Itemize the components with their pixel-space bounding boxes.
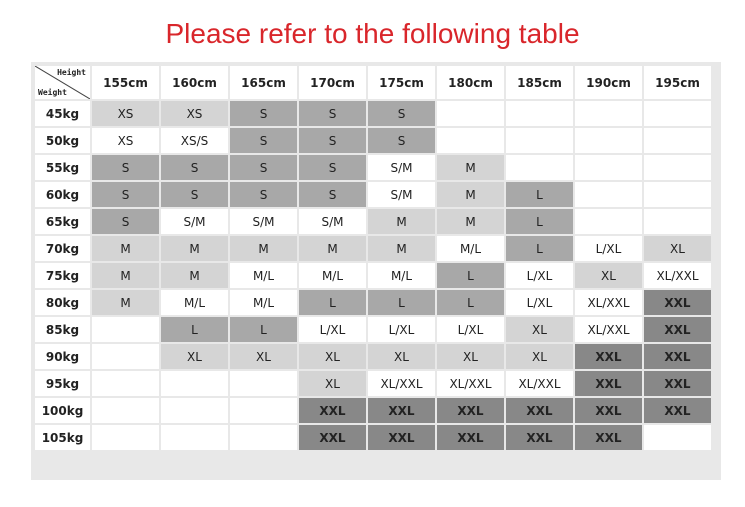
size-cell — [644, 155, 711, 180]
size-cell: XXL — [437, 425, 504, 450]
table-row — [35, 128, 711, 153]
size-cell: S/M — [299, 209, 366, 234]
table-body — [35, 101, 711, 450]
size-cell: M — [368, 236, 435, 261]
size-cell: XL — [299, 344, 366, 369]
size-cell: S — [368, 101, 435, 126]
size-cell: S — [161, 182, 228, 207]
size-cell — [506, 101, 573, 126]
row-weight-label: 45kg — [35, 101, 90, 126]
size-cell — [575, 101, 642, 126]
weight-axis-label: Weight — [38, 88, 67, 97]
table-row — [35, 398, 711, 423]
table-row — [35, 425, 711, 450]
size-cell — [161, 425, 228, 450]
size-cell: S — [230, 182, 297, 207]
size-cell — [92, 317, 159, 342]
size-cell — [575, 209, 642, 234]
header-height-175cm: 175cm — [368, 66, 435, 99]
size-cell: XL/XXL — [575, 290, 642, 315]
size-cell: L/XL — [368, 317, 435, 342]
size-cell: XL — [506, 317, 573, 342]
size-cell — [506, 155, 573, 180]
size-cell — [437, 101, 504, 126]
header-height-190cm: 190cm — [575, 66, 642, 99]
header-height-165cm: 165cm — [230, 66, 297, 99]
size-cell: XXL — [575, 371, 642, 396]
size-cell: M/L — [230, 263, 297, 288]
page-title: Please refer to the following table — [165, 18, 580, 49]
size-cell: M — [437, 155, 504, 180]
size-cell — [575, 182, 642, 207]
size-cell: M/L — [437, 236, 504, 261]
size-cell: XL — [506, 344, 573, 369]
corner-cell — [35, 66, 90, 99]
size-cell — [92, 398, 159, 423]
size-cell: M/L — [161, 290, 228, 315]
size-cell — [644, 425, 711, 450]
size-cell — [575, 155, 642, 180]
table-row — [35, 344, 711, 369]
size-cell: S — [299, 155, 366, 180]
size-cell — [230, 425, 297, 450]
header-height-170cm: 170cm — [299, 66, 366, 99]
size-cell: M — [161, 263, 228, 288]
size-cell — [506, 128, 573, 153]
row-weight-label: 70kg — [35, 236, 90, 261]
size-cell: S — [230, 155, 297, 180]
table-row — [35, 236, 711, 261]
size-cell — [161, 398, 228, 423]
size-cell — [161, 371, 228, 396]
size-cell: L — [506, 236, 573, 261]
size-cell: XXL — [506, 398, 573, 423]
size-cell: M — [92, 290, 159, 315]
size-cell: S — [230, 128, 297, 153]
size-cell: XL/XXL — [368, 371, 435, 396]
size-cell — [644, 101, 711, 126]
size-cell — [644, 182, 711, 207]
table-row — [35, 263, 711, 288]
size-cell: XXL — [299, 425, 366, 450]
size-cell: XL — [299, 371, 366, 396]
size-cell: M/L — [368, 263, 435, 288]
height-axis-label: Height — [57, 68, 86, 77]
row-weight-label: 65kg — [35, 209, 90, 234]
size-cell: XL/XXL — [575, 317, 642, 342]
row-weight-label: 60kg — [35, 182, 90, 207]
size-cell: XS — [161, 101, 228, 126]
size-cell: XXL — [575, 425, 642, 450]
size-cell: L/XL — [575, 236, 642, 261]
size-cell: L — [506, 182, 573, 207]
row-weight-label: 75kg — [35, 263, 90, 288]
size-cell: XXL — [644, 398, 711, 423]
size-cell: L — [437, 290, 504, 315]
size-cell: XL — [437, 344, 504, 369]
size-cell: S/M — [161, 209, 228, 234]
size-cell: L — [230, 317, 297, 342]
size-cell: XL/XXL — [506, 371, 573, 396]
size-cell: S/M — [368, 155, 435, 180]
size-cell: M — [437, 209, 504, 234]
size-cell: M — [230, 236, 297, 261]
size-cell: XXL — [368, 398, 435, 423]
row-weight-label: 100kg — [35, 398, 90, 423]
size-cell: M — [299, 236, 366, 261]
header-height-180cm: 180cm — [437, 66, 504, 99]
table-row — [35, 182, 711, 207]
size-cell: XL — [368, 344, 435, 369]
row-weight-label: 95kg — [35, 371, 90, 396]
row-weight-label: 85kg — [35, 317, 90, 342]
size-cell: S — [92, 155, 159, 180]
size-cell — [437, 128, 504, 153]
size-cell: S — [299, 128, 366, 153]
size-cell: S/M — [230, 209, 297, 234]
row-weight-label: 55kg — [35, 155, 90, 180]
row-weight-label: 50kg — [35, 128, 90, 153]
size-cell — [644, 128, 711, 153]
size-cell — [575, 128, 642, 153]
table-row — [35, 317, 711, 342]
size-cell: XS — [92, 128, 159, 153]
size-cell: S — [92, 182, 159, 207]
size-cell — [644, 209, 711, 234]
size-cell: XXL — [644, 290, 711, 315]
size-cell: XXL — [506, 425, 573, 450]
size-cell: S/M — [368, 182, 435, 207]
size-cell: L — [506, 209, 573, 234]
size-cell: XL — [644, 236, 711, 261]
size-cell: XS — [92, 101, 159, 126]
size-cell: S — [299, 182, 366, 207]
size-cell — [230, 371, 297, 396]
row-weight-label: 80kg — [35, 290, 90, 315]
size-cell: L — [437, 263, 504, 288]
size-cell: XXL — [575, 398, 642, 423]
row-weight-label: 105kg — [35, 425, 90, 450]
size-cell: S — [299, 101, 366, 126]
size-cell: XXL — [575, 344, 642, 369]
table-row — [35, 290, 711, 315]
table-row — [35, 209, 711, 234]
header-height-155cm: 155cm — [92, 66, 159, 99]
size-cell: XXL — [368, 425, 435, 450]
size-cell: S — [92, 209, 159, 234]
size-cell: L/XL — [299, 317, 366, 342]
size-cell: S — [230, 101, 297, 126]
size-cell: XL/XXL — [437, 371, 504, 396]
size-cell: XL — [230, 344, 297, 369]
size-cell: XXL — [299, 398, 366, 423]
size-cell: M — [161, 236, 228, 261]
header-height-160cm: 160cm — [161, 66, 228, 99]
table-row — [35, 155, 711, 180]
size-cell: XL — [161, 344, 228, 369]
size-cell: XL — [575, 263, 642, 288]
size-cell: XXL — [644, 317, 711, 342]
size-cell: M — [92, 263, 159, 288]
size-cell: L/XL — [506, 263, 573, 288]
header-height-185cm: 185cm — [506, 66, 573, 99]
size-cell: L — [161, 317, 228, 342]
table-row — [35, 371, 711, 396]
size-cell: XXL — [644, 344, 711, 369]
size-cell: XS/S — [161, 128, 228, 153]
size-cell: M — [92, 236, 159, 261]
header-height-195cm: 195cm — [644, 66, 711, 99]
size-cell: L — [299, 290, 366, 315]
size-cell: XXL — [644, 371, 711, 396]
size-cell — [92, 344, 159, 369]
row-weight-label: 90kg — [35, 344, 90, 369]
size-chart-table — [33, 64, 713, 452]
size-cell: M — [437, 182, 504, 207]
size-cell: L/XL — [506, 290, 573, 315]
size-cell: S — [161, 155, 228, 180]
size-cell: XXL — [437, 398, 504, 423]
size-cell: L — [368, 290, 435, 315]
table-row — [35, 101, 711, 126]
header-row — [35, 66, 711, 99]
size-cell — [92, 425, 159, 450]
size-cell: L/XL — [437, 317, 504, 342]
size-cell: XL/XXL — [644, 263, 711, 288]
size-cell — [92, 371, 159, 396]
size-cell: M/L — [230, 290, 297, 315]
size-cell: M — [368, 209, 435, 234]
size-cell: S — [368, 128, 435, 153]
size-cell — [230, 398, 297, 423]
size-cell: M/L — [299, 263, 366, 288]
